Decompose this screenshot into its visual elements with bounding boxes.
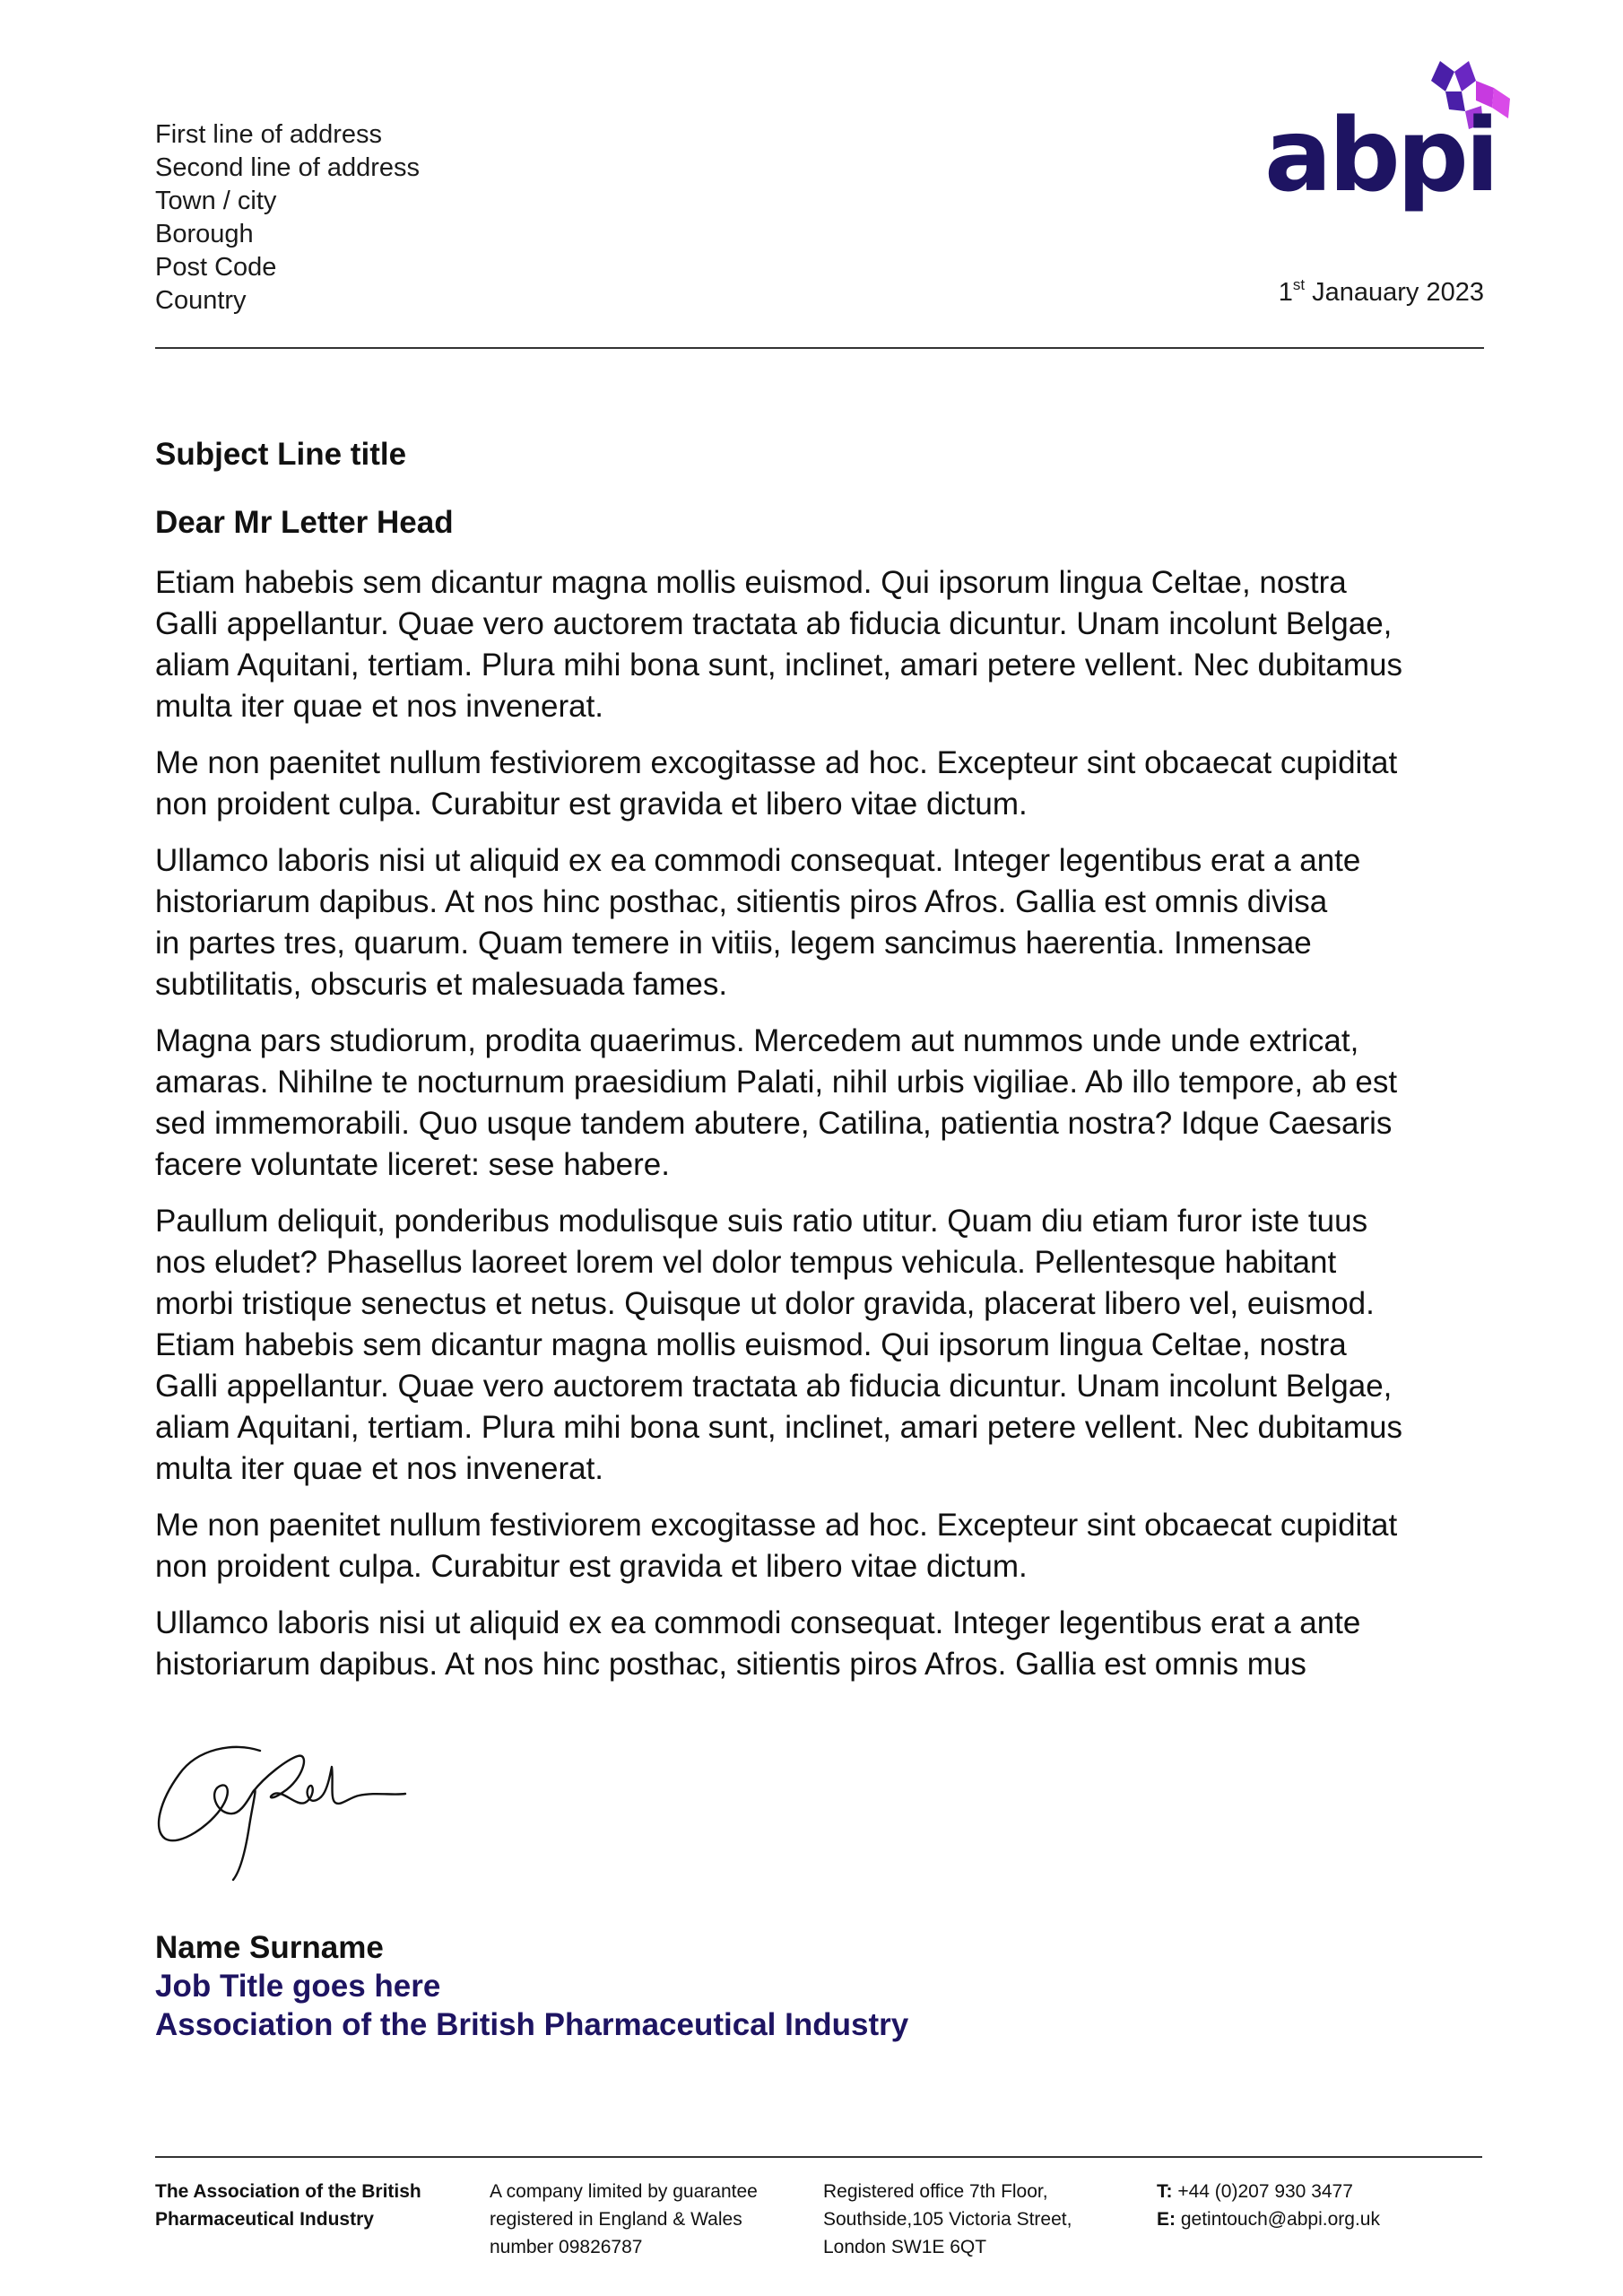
body-line: non proident culpa. Curabitur est gravida et libero vitae dictum. (155, 787, 1028, 822)
footer-registered-office: Registered office 7th Floor, Southside,105 Victoria Street, London SW1E 6QT (823, 2181, 1072, 2257)
letter-body (155, 562, 1500, 1700)
signature (152, 1740, 412, 1883)
body-line: Me non paenitet nullum festiviorem excogitasse ad hoc. Excepteur sint obcaecat cupiditat (155, 745, 1398, 780)
subject-line: Subject Line title (155, 437, 407, 472)
body-line: historiarum dapibus. At nos hinc posthac, sitientis piros Afros. Gallia est omnis divisa (155, 884, 1328, 919)
body-line: historiarum dapibus. At nos hinc posthac, sitientis piros Afros. Gallia est omnis mus (155, 1647, 1306, 1682)
body-line: non proident culpa. Curabitur est gravida et libero vitae dictum. (155, 1549, 1028, 1584)
body-line: Magna pars studiorum, prodita quaerimus. Mercedem aut nummos unde unde extricat, (155, 1023, 1359, 1058)
footer-divider (155, 2156, 1482, 2158)
signatory-name: Name Surname (155, 1930, 384, 1965)
body-line: Ullamco laboris nisi ut aliquid ex ea commodi consequat. Integer legentibus erat a ante (155, 1605, 1361, 1640)
body-line: subtilitatis, obscuris et malesuada fames. (155, 967, 728, 1002)
salutation: Dear Mr Letter Head (155, 505, 454, 540)
body-line: multa iter quae et nos invenerat. (155, 689, 604, 724)
address-line-3: Town / city (155, 187, 277, 215)
abpi-logo (1264, 56, 1533, 226)
signatory-job-title: Job Title goes here (155, 1969, 441, 2004)
logo-accent-shape-1 (1431, 61, 1454, 91)
body-line: nos eludet? Phasellus laoreet lorem vel dolor tempus vehicula. Pellentesque habitant (155, 1245, 1337, 1280)
body-line: Etiam habebis sem dicantur magna mollis euismod. Qui ipsorum lingua Celtae, nostra (155, 565, 1347, 600)
body-line: Me non paenitet nullum festiviorem excogitasse ad hoc. Excepteur sint obcaecat cupiditat (155, 1508, 1398, 1543)
body-line: Ullamco laboris nisi ut aliquid ex ea commodi consequat. Integer legentibus erat a ante (155, 843, 1361, 878)
body-line: Etiam habebis sem dicantur magna mollis euismod. Qui ipsorum lingua Celtae, nostra (155, 1327, 1347, 1362)
body-line: aliam Aquitani, tertiam. Plura mihi bona sunt, inclinet, amari petere vellent. Nec dubitamus (155, 648, 1402, 683)
body-paragraph (155, 1201, 1500, 1490)
body-line: in partes tres, quarum. Quam temere in vitiis, legem sancimus haerentia. Inmensae (155, 926, 1312, 961)
footer-company-registration: A company limited by guarantee registered in England & Wales number 09826787 (490, 2181, 758, 2257)
address-line-1: First line of address (155, 120, 383, 149)
body-paragraph (155, 1603, 1500, 1685)
body-line: facere voluntate liceret: sese habere. (155, 1147, 670, 1182)
address-line-2: Second line of address (155, 153, 421, 182)
footer-contact (1157, 2178, 1380, 2233)
body-paragraph (155, 840, 1500, 1005)
body-line: multa iter quae et nos invenerat. (155, 1451, 604, 1486)
logo-wordmark: abpi (1264, 98, 1497, 214)
body-line: Paullum deliquit, ponderibus modulisque suis ratio utitur. Quam diu etiam furor iste tuus (155, 1204, 1368, 1239)
address-line-4: Borough (155, 220, 254, 248)
signoff-block (155, 1928, 908, 2044)
signatory-organisation: Association of the British Pharmaceutical Industry (155, 2007, 909, 2042)
body-paragraph (155, 743, 1500, 825)
body-line: morbi tristique senectus et netus. Quisque ut dolor gravida, placerat libero vel, euismod. (155, 1286, 1375, 1321)
footer-phone: T: +44 (0)207 930 3477 (1157, 2181, 1353, 2202)
footer-email[interactable]: E: getintouch@abpi.org.uk (1157, 2209, 1380, 2230)
address-line-5: Post Code (155, 253, 277, 282)
letter-date: 1st Janauary 2023 (1278, 276, 1484, 307)
recipient-address (155, 118, 420, 317)
body-paragraph (155, 1505, 1500, 1587)
logo-accent-shape-2 (1454, 61, 1476, 91)
body-line: amaras. Nihilne te nocturnum praesidium Palati, nihil urbis vigiliae. Ab illo tempore, ab est (155, 1065, 1398, 1100)
body-paragraph (155, 1021, 1500, 1186)
body-line: Galli appellantur. Quae vero auctorem tractata ab fiducia dicuntur. Unam incolunt Belgae, (155, 606, 1393, 641)
body-line: aliam Aquitani, tertiam. Plura mihi bona sunt, inclinet, amari petere vellent. Nec dubitamus (155, 1410, 1402, 1445)
body-line: sed immemorabili. Quo usque tandem abutere, Catilina, patientia nostra? Idque Caesaris (155, 1106, 1393, 1141)
body-line: Galli appellantur. Quae vero auctorem tractata ab fiducia dicuntur. Unam incolunt Belgae, (155, 1369, 1393, 1404)
body-paragraph (155, 562, 1500, 727)
footer-company-name: The Association of the British Pharmaceutical Industry (155, 2181, 421, 2230)
address-line-6: Country (155, 286, 247, 315)
header-divider (155, 347, 1484, 349)
